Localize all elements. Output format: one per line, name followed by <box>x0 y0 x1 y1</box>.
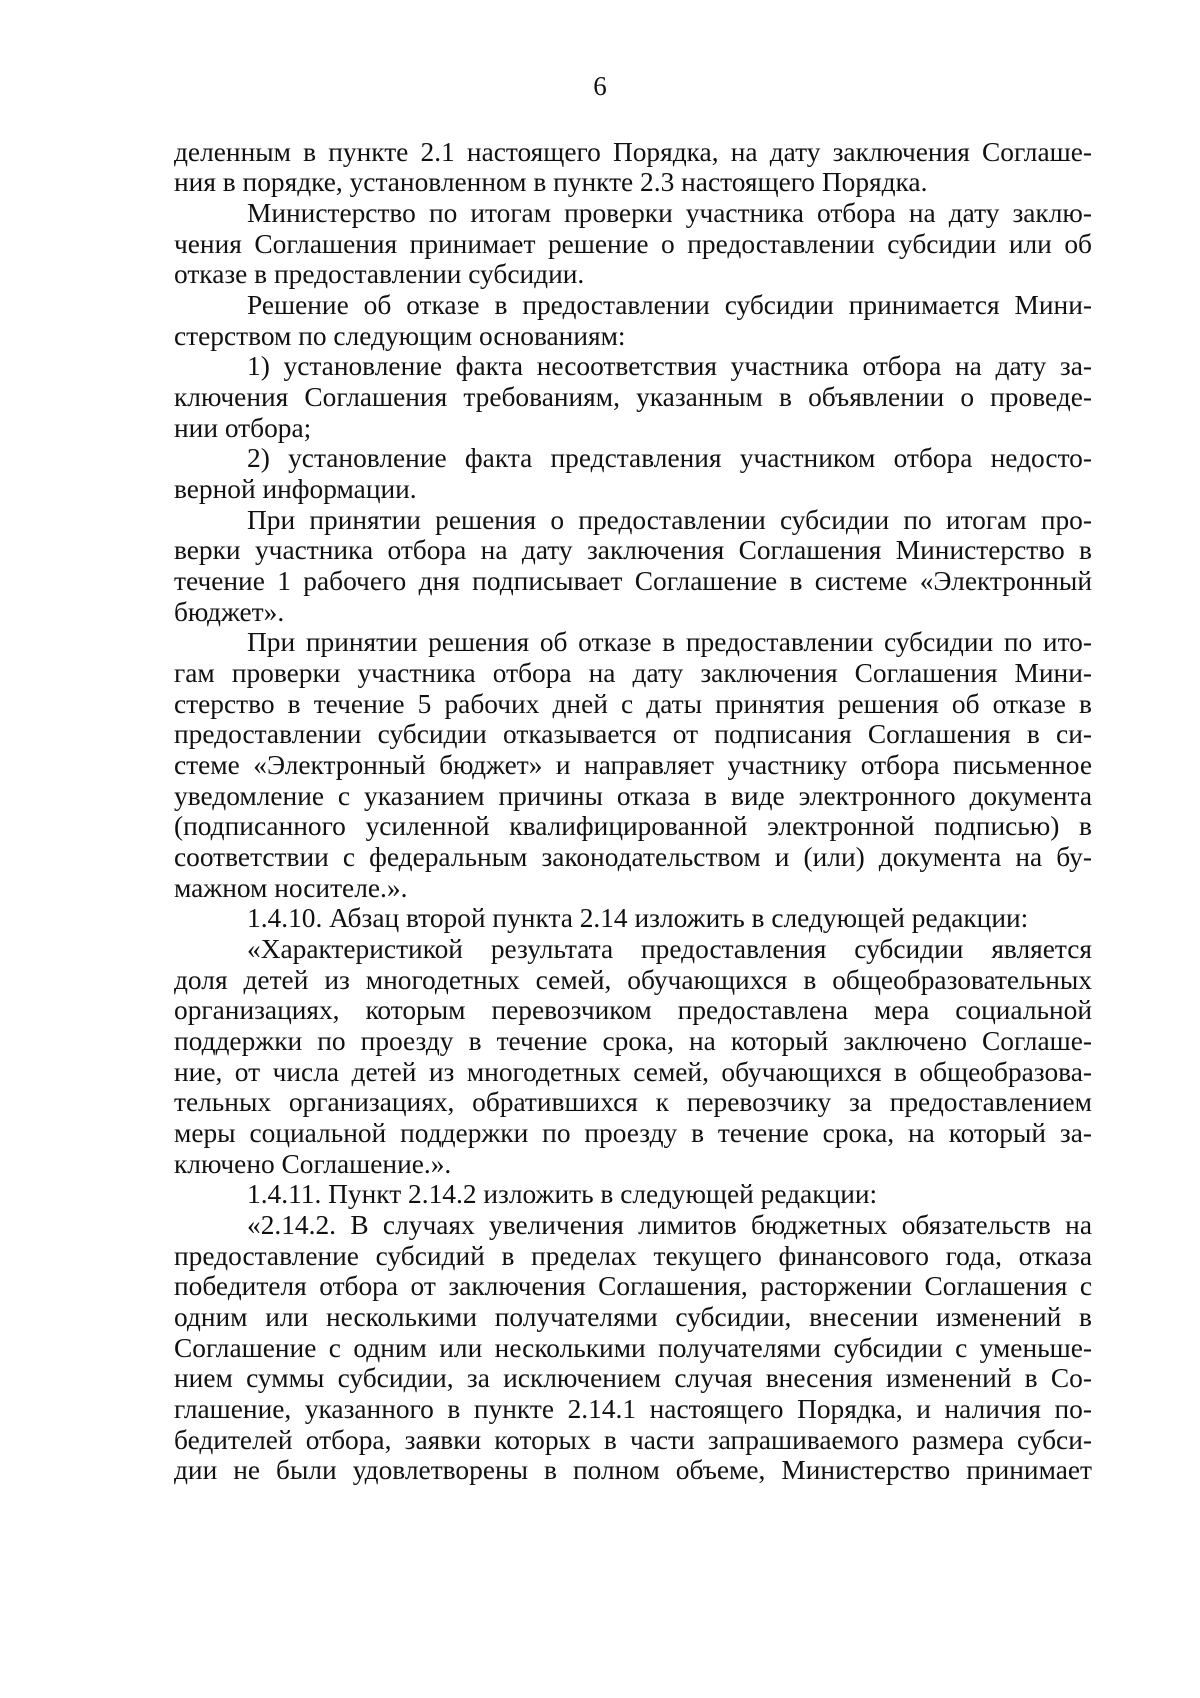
text-line: чения Соглашения принимает решение о предоставлении субсидии или об <box>174 229 1092 259</box>
text-line: организациях, которым перевозчиком предоставлена мера социальной <box>174 995 1092 1025</box>
text-line: тельных организациях, обратившихся к перевозчику за предоставлением <box>174 1087 1092 1117</box>
text-line: ключения Соглашения требованиям, указанным в объявлении о проведе- <box>174 382 1092 412</box>
text-line: поддержки по проезду в течение срока, на который заключено Соглаше- <box>174 1026 1092 1056</box>
text-line: течение 1 рабочего дня подписывает Соглашение в системе «Электронный <box>174 566 1092 596</box>
text-line: Решение об отказе в предоставлении субсидии принимается Мини- <box>247 290 1092 320</box>
text-line: победителя отбора от заключения Соглашения, расторжении Соглашения с <box>174 1271 1092 1301</box>
page-number: 6 <box>593 71 607 101</box>
text-line: стеме «Электронный бюджет» и направляет участнику отбора письменное <box>174 750 1092 780</box>
text-line: «Характеристикой результата предоставления субсидии является <box>247 934 1092 964</box>
text-line: соответствии с федеральным законодательством и (или) документа на бу- <box>174 842 1092 872</box>
text-line: стерство в течение 5 рабочих дней с даты принятия решения об отказе в <box>174 689 1092 719</box>
text-line: верки участника отбора на дату заключения Соглашения Министерство в <box>174 535 1092 565</box>
text-line: деленным в пункте 2.1 настоящего Порядка, на дату заключения Соглаше- <box>174 137 1092 167</box>
text-line: одним или несколькими получателями субсидии, внесении изменений в <box>174 1302 1092 1332</box>
text-line: верной информации. <box>174 474 417 504</box>
text-line: При принятии решения о предоставлении субсидии по итогам про- <box>247 505 1092 535</box>
text-line: уведомление с указанием причины отказа в виде электронного документа <box>174 781 1092 811</box>
text-line: 1.4.11. Пункт 2.14.2 изложить в следующей редакции: <box>247 1179 878 1209</box>
text-line: 1) установление факта несоответствия участника отбора на дату за- <box>247 351 1092 381</box>
text-line: бюджет». <box>174 597 285 627</box>
text-line: 1.4.10. Абзац второй пункта 2.14 изложить в следующей редакции: <box>247 903 1029 933</box>
text-line: ния в порядке, установленном в пункте 2.3 настоящего Порядка. <box>174 167 928 197</box>
text-line: нием суммы субсидии, за исключением случая внесения изменений в Со- <box>174 1363 1092 1393</box>
text-line: 2) установление факта представления участником отбора недосто- <box>247 443 1092 473</box>
text-line: предоставление субсидий в пределах текущего финансового года, отказа <box>174 1241 1092 1271</box>
text-line: ключено Соглашение.». <box>174 1149 452 1179</box>
text-line: меры социальной поддержки по проезду в течение срока, на который за- <box>174 1118 1092 1148</box>
text-line: гам проверки участника отбора на дату заключения Соглашения Мини- <box>174 658 1092 688</box>
text-line: Соглашение с одним или несколькими получателями субсидии с уменьше- <box>174 1333 1092 1363</box>
text-line: отказе в предоставлении субсидии. <box>174 259 585 289</box>
text-line: дии не были удовлетворены в полном объеме, Министерство принимает <box>174 1455 1092 1485</box>
text-line: бедителей отбора, заявки которых в части запрашиваемого размера субси- <box>174 1425 1092 1455</box>
text-line: мажном носителе.». <box>174 873 408 903</box>
text-line: Министерство по итогам проверки участника отбора на дату заклю- <box>247 198 1092 228</box>
text-line: доля детей из многодетных семей, обучающихся в общеобразовательных <box>174 965 1092 995</box>
text-line: глашение, указанного в пункте 2.14.1 настоящего Порядка, и наличия по- <box>174 1394 1092 1424</box>
text-line: нии отбора; <box>174 413 312 443</box>
text-line: (подписанного усиленной квалифицированной электронной подписью) в <box>174 811 1092 841</box>
text-line: При принятии решения об отказе в предоставлении субсидии по ито- <box>247 627 1092 657</box>
text-line: предоставлении субсидии отказывается от подписания Соглашения в си- <box>174 719 1092 749</box>
text-line: стерством по следующим основаниям: <box>174 321 626 351</box>
text-line: «2.14.2. В случаях увеличения лимитов бюджетных обязательств на <box>247 1210 1092 1240</box>
text-line: ние, от числа детей из многодетных семей, обучающихся в общеобразова- <box>174 1057 1092 1087</box>
